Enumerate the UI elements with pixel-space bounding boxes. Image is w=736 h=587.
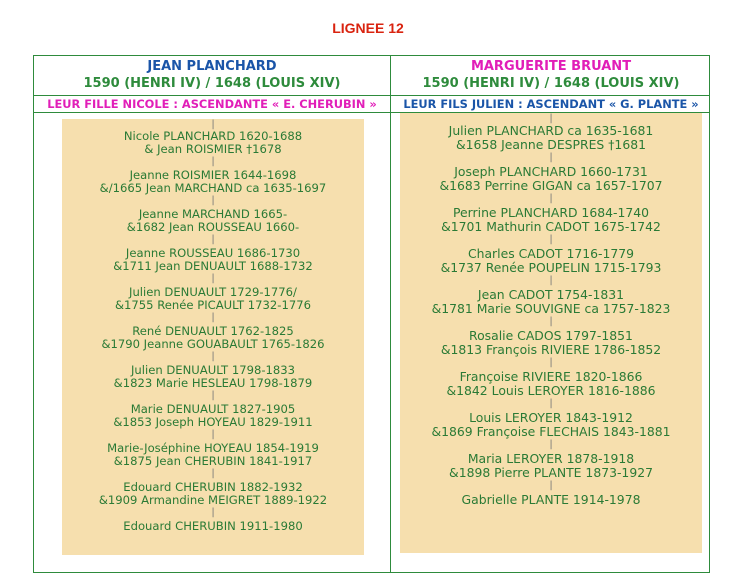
spouse-line: &1823 Marie HESLEAU 1798-1879: [113, 376, 313, 390]
lineage-entry: [62, 247, 364, 273]
descendant-name: Charles CADOT 1716-1779: [467, 246, 635, 261]
lineage-entry: [62, 208, 364, 234]
spouse-line: &1683 Perrine GIGAN ca 1657-1707: [439, 178, 663, 193]
spouse-line: &/1665 Jean MARCHAND ca 1635-1697: [99, 181, 327, 195]
connector-line: |: [549, 480, 553, 491]
descendant-name: Louis LEROYER 1843-1912: [469, 410, 633, 425]
spouse-line: &1711 Jean DENUAULT 1688-1732: [113, 259, 313, 273]
connector-line: |: [211, 119, 215, 130]
spouse-line: &1909 Armandine MEIGRET 1889-1922: [98, 493, 328, 507]
right-header: [391, 58, 711, 92]
lineage-entry: [62, 325, 364, 351]
lineage-entry: [62, 520, 364, 533]
spouse-line: &1869 Françoise FLECHAIS 1843-1881: [431, 424, 671, 439]
connector-line: |: [549, 193, 553, 204]
spouse-line: &1781 Marie SOUVIGNE ca 1757-1823: [431, 301, 671, 316]
connector-line: |: [211, 273, 215, 284]
lineage-entry: [62, 286, 364, 312]
lineage-entry: [62, 130, 364, 156]
connector-line: |: [549, 316, 553, 327]
lineage-entry: [400, 288, 702, 316]
connector-line: |: [211, 234, 215, 245]
lineage-entry: [400, 247, 702, 275]
lineage-entry: [400, 206, 702, 234]
connector-line: |: [211, 351, 215, 362]
descendant-name: René DENUAULT 1762-1825: [132, 324, 294, 338]
descendant-name: Maria LEROYER 1878-1918: [467, 451, 635, 466]
left-header: [34, 58, 390, 92]
lineage-entry: [62, 364, 364, 390]
connector-line: |: [211, 195, 215, 206]
spouse-line: &1842 Louis LEROYER 1816-1886: [446, 383, 656, 398]
left-subtitle: LEUR FILLE NICOLE : ASCENDANTE « E. CHERUBIN »: [47, 97, 377, 111]
connector-line: |: [549, 357, 553, 368]
spouse-line: &1813 François RIVIERE 1786-1852: [440, 342, 662, 357]
spouse-line: &1790 Jeanne GOUABAULT 1765-1826: [101, 337, 325, 351]
descendant-name: Perrine PLANCHARD 1684-1740: [453, 205, 649, 220]
spouse-line: &1853 Joseph HOYEAU 1829-1911: [113, 415, 313, 429]
left-ancestor-dates: 1590 (HENRI IV) / 1648 (LOUIS XIV): [83, 76, 341, 91]
spouse-line: &1701 Mathurin CADOT 1675-1742: [441, 219, 661, 234]
right-lineage-chain: [400, 113, 702, 507]
connector-line: |: [549, 398, 553, 409]
descendant-name: Jeanne ROUSSEAU 1686-1730: [125, 246, 301, 260]
spouse-line: & Jean ROISMIER †1678: [144, 142, 282, 156]
lineage-entry: [400, 329, 702, 357]
column-divider: [390, 56, 391, 572]
page-title: LIGNEE 12: [332, 20, 404, 36]
connector-line: |: [549, 234, 553, 245]
descendant-name: Jeanne ROISMIER 1644-1698: [129, 168, 297, 182]
spouse-line: &1755 Renée PICAULT 1732-1776: [115, 298, 311, 312]
descendant-name: Nicole PLANCHARD 1620-1688: [123, 129, 303, 143]
descendant-name: Joseph PLANCHARD 1660-1731: [454, 164, 648, 179]
left-lineage-panel: [62, 119, 364, 555]
spouse-line: &1875 Jean CHERUBIN 1841-1917: [113, 454, 313, 468]
lineage-entry: [400, 452, 702, 480]
descendant-name: Françoise RIVIERE 1820-1866: [459, 369, 643, 384]
descendant-name: Julien PLANCHARD ca 1635-1681: [448, 123, 654, 138]
lineage-entry: [400, 493, 702, 507]
lineage-entry: [62, 442, 364, 468]
lineage-entry: [400, 411, 702, 439]
connector-line: |: [211, 390, 215, 401]
lineage-entry: [62, 169, 364, 195]
right-subtitle: LEUR FILS JULIEN : ASCENDANT « G. PLANTE »: [403, 97, 699, 111]
connector-line: |: [549, 439, 553, 450]
lineage-entry: [62, 481, 364, 507]
lineage-entry: [400, 370, 702, 398]
connector-line: |: [211, 429, 215, 440]
descendant-name: Julien DENUAULT 1798-1833: [130, 363, 296, 377]
spouse-line: &1658 Jeanne DESPRES †1681: [456, 137, 646, 152]
descendant-name: Edouard CHERUBIN 1911-1980: [123, 519, 303, 533]
descendant-name: Marie-Joséphine HOYEAU 1854-1919: [107, 441, 319, 455]
spouse-line: &1737 Renée POUPELIN 1715-1793: [440, 260, 662, 275]
lineage-entry: [400, 124, 702, 152]
spouse-line: &1898 Pierre PLANTE 1873-1927: [449, 465, 653, 480]
descendant-name: Jeanne MARCHAND 1665-: [138, 207, 288, 221]
right-ancestor-dates: 1590 (HENRI IV) / 1648 (LOUIS XIV): [422, 76, 680, 91]
descendant-name: Jean CADOT 1754-1831: [477, 287, 625, 302]
descendant-name: Rosalie CADOS 1797-1851: [469, 328, 633, 343]
connector-line: |: [549, 113, 553, 124]
lineage-entry: [400, 165, 702, 193]
connector-line: |: [211, 312, 215, 323]
right-ancestor-name: MARGUERITE BRUANT: [470, 59, 632, 74]
descendant-name: Julien DENUAULT 1729-1776/: [129, 285, 297, 299]
right-lineage-panel: [400, 113, 702, 553]
descendant-name: Gabrielle PLANTE 1914-1978: [461, 492, 641, 507]
descendant-name: Edouard CHERUBIN 1882-1932: [123, 480, 303, 494]
descendant-name: Marie DENUAULT 1827-1905: [130, 402, 296, 416]
connector-line: |: [549, 275, 553, 286]
left-ancestor-name: JEAN PLANCHARD: [147, 59, 277, 74]
spouse-line: &1682 Jean ROUSSEAU 1660-: [126, 220, 300, 234]
connector-line: |: [211, 156, 215, 167]
left-lineage-chain: [62, 119, 364, 533]
connector-line: |: [211, 507, 215, 518]
lineage-entry: [62, 403, 364, 429]
connector-line: |: [549, 152, 553, 163]
genealogy-table: [33, 55, 710, 573]
connector-line: |: [211, 468, 215, 479]
